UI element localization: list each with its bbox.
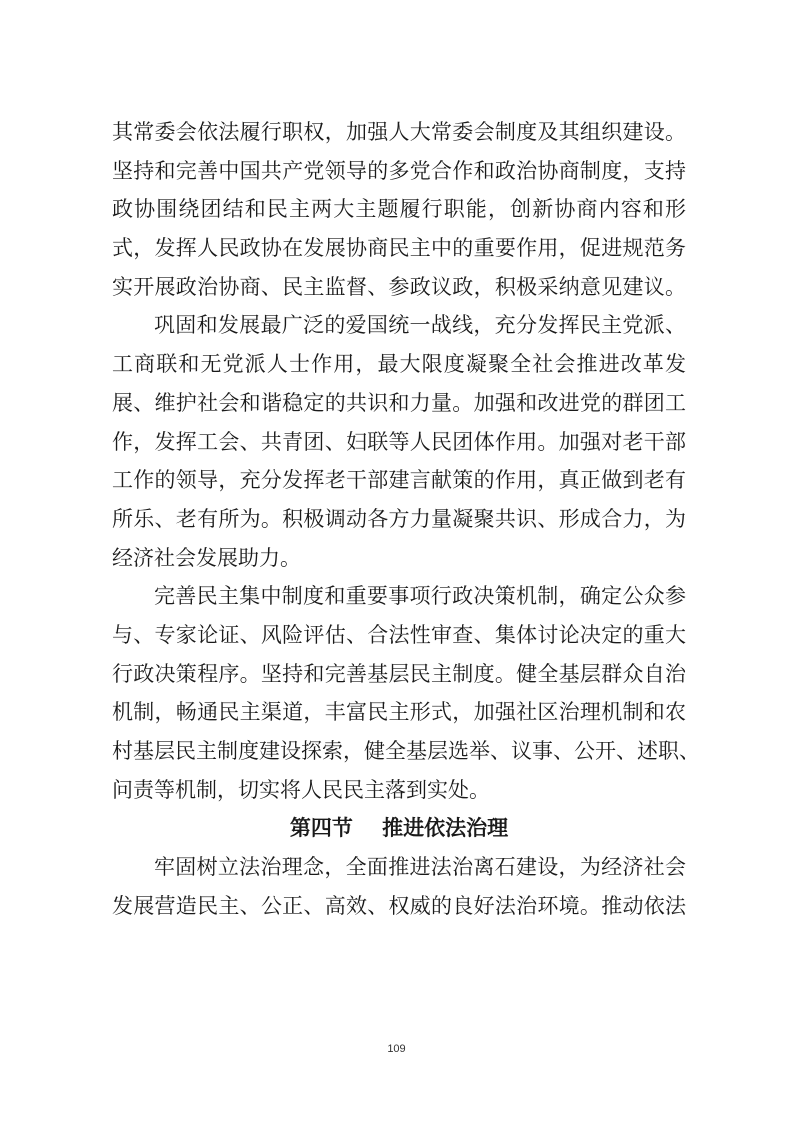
text-line: 巩固和发展最广泛的爱国统一战线，充分发挥民主党派、 (154, 313, 686, 338)
page-body (112, 113, 700, 925)
text-line: 式，发挥人民政协在发展协商民主中的重要作用，促进规范务 (112, 236, 686, 261)
paragraph-3 (112, 577, 700, 809)
text-line: 实开展政治协商、民主监督、参政议政，积极采纳意见建议。 (112, 274, 686, 299)
text-line: 其常委会依法履行职权，加强人大常委会制度及其组织建设。 (112, 120, 686, 144)
text-line: 机制，畅通民主渠道，丰富民主形式，加强社区治理机制和农 (112, 700, 686, 725)
text-line: 完善民主集中制度和重要事项行政决策机制，确定公众参 (154, 584, 686, 609)
text-line: 作，发挥工会、共青团、妇联等人民团体作用。加强对老干部 (112, 429, 686, 454)
text-line: 行政决策程序。坚持和完善基层民主制度。健全基层群众自治 (112, 661, 686, 686)
text-line: 问责等机制，切实将人民民主落到实处。 (112, 777, 490, 802)
text-line: 牢固树立法治理念，全面推进法治离石建设，为经济社会 (154, 855, 686, 880)
text-line: 经济社会发展助力。 (112, 545, 301, 570)
text-line: 政协围绕团结和民主两大主题履行职能，创新协商内容和形 (112, 197, 686, 222)
page-number: 109 (387, 1043, 406, 1055)
text-line: 展、维护社会和谐稳定的共识和力量。加强和改进党的群团工 (112, 390, 686, 415)
section-heading: 第四节 推进依法治理 (289, 816, 509, 841)
text-line: 工作的领导，充分发挥老干部建言献策的作用，真正做到老有 (112, 468, 686, 493)
text-line: 与、专家论证、风险评估、合法性审查、集体讨论决定的重大 (112, 622, 686, 647)
text-line: 工商联和无党派人士作用，最大限度凝聚全社会推进改革发 (112, 352, 686, 377)
text-line: 村基层民主制度建设探索，健全基层选举、议事、公开、述职、 (112, 739, 700, 763)
text-line: 坚持和完善中国共产党领导的多党合作和政治协商制度，支持 (112, 158, 686, 183)
text-line: 所乐、老有所为。积极调动各方力量凝聚共识、形成合力，为 (112, 506, 686, 531)
paragraph-2 (112, 306, 686, 577)
paragraph-4 (112, 848, 686, 925)
paragraph-1 (112, 113, 686, 306)
text-line: 发展营造民主、公正、高效、权威的良好法治环境。推动依法 (112, 893, 686, 918)
